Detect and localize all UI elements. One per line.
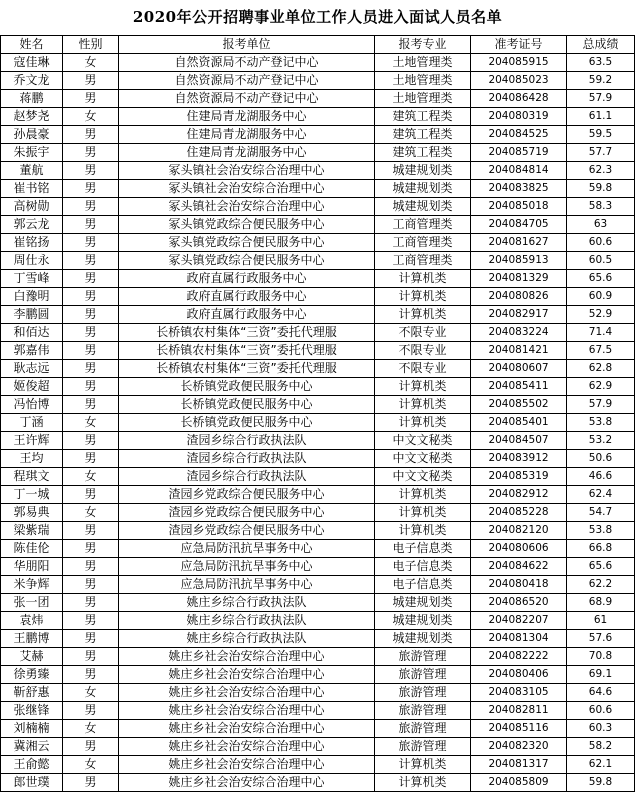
cell-name: 蒋鹏 <box>1 90 63 108</box>
cell-major: 中文文秘类 <box>375 468 471 486</box>
cell-exam-id: 204083912 <box>471 450 567 468</box>
cell-major: 计算机类 <box>375 306 471 324</box>
cell-major: 建筑工程类 <box>375 144 471 162</box>
cell-name: 崔书铭 <box>1 180 63 198</box>
cell-score: 53.8 <box>567 414 635 432</box>
cell-major: 计算机类 <box>375 774 471 792</box>
cell-unit: 自然资源局不动产登记中心 <box>119 72 375 90</box>
cell-gender: 男 <box>63 234 119 252</box>
cell-major: 工商管理类 <box>375 234 471 252</box>
cell-gender: 男 <box>63 324 119 342</box>
table-row <box>1 558 635 576</box>
cell-name: 和佰达 <box>1 324 63 342</box>
cell-major: 不限专业 <box>375 360 471 378</box>
cell-name: 张继锋 <box>1 702 63 720</box>
cell-major: 计算机类 <box>375 522 471 540</box>
cell-exam-id: 204085719 <box>471 144 567 162</box>
cell-score: 57.7 <box>567 144 635 162</box>
cell-exam-id: 204082320 <box>471 738 567 756</box>
cell-name: 郭易典 <box>1 504 63 522</box>
table-row <box>1 540 635 558</box>
cell-unit: 渣园乡综合行政执法队 <box>119 468 375 486</box>
cell-name: 郭嘉伟 <box>1 342 63 360</box>
cell-score: 60.5 <box>567 252 635 270</box>
cell-score: 62.9 <box>567 378 635 396</box>
cell-gender: 男 <box>63 144 119 162</box>
cell-name: 崔铭扬 <box>1 234 63 252</box>
cell-major: 旅游管理 <box>375 738 471 756</box>
cell-exam-id: 204080607 <box>471 360 567 378</box>
cell-score: 59.8 <box>567 774 635 792</box>
cell-unit: 姚庄乡社会治安综合治理中心 <box>119 720 375 738</box>
cell-exam-id: 204083105 <box>471 684 567 702</box>
cell-score: 60.3 <box>567 720 635 738</box>
cell-exam-id: 204085228 <box>471 504 567 522</box>
cell-score: 50.6 <box>567 450 635 468</box>
cell-score: 70.8 <box>567 648 635 666</box>
cell-name: 米争辉 <box>1 576 63 594</box>
table-row <box>1 180 635 198</box>
cell-gender: 男 <box>63 90 119 108</box>
cell-unit: 长桥镇党政便民服务中心 <box>119 414 375 432</box>
cell-score: 60.9 <box>567 288 635 306</box>
cell-major: 计算机类 <box>375 414 471 432</box>
cell-gender: 男 <box>63 522 119 540</box>
cell-score: 68.9 <box>567 594 635 612</box>
cell-exam-id: 204082207 <box>471 612 567 630</box>
header-gender: 性别 <box>63 36 119 54</box>
cell-major: 计算机类 <box>375 486 471 504</box>
cell-score: 54.7 <box>567 504 635 522</box>
cell-exam-id: 204082120 <box>471 522 567 540</box>
cell-score: 57.9 <box>567 90 635 108</box>
table-row <box>1 738 635 756</box>
table-row <box>1 486 635 504</box>
cell-gender: 男 <box>63 180 119 198</box>
cell-name: 王俞懿 <box>1 756 63 774</box>
cell-gender: 男 <box>63 252 119 270</box>
cell-gender: 男 <box>63 306 119 324</box>
cell-unit: 应急局防汛抗旱事务中心 <box>119 540 375 558</box>
cell-exam-id: 204080406 <box>471 666 567 684</box>
cell-score: 61 <box>567 612 635 630</box>
table-row <box>1 90 635 108</box>
cell-name: 王鹏博 <box>1 630 63 648</box>
cell-major: 旅游管理 <box>375 684 471 702</box>
cell-unit: 渣园乡综合行政执法队 <box>119 450 375 468</box>
cell-score: 58.3 <box>567 198 635 216</box>
cell-unit: 渣园乡综合行政执法队 <box>119 432 375 450</box>
header-name: 姓名 <box>1 36 63 54</box>
cell-name: 丁一城 <box>1 486 63 504</box>
table-row <box>1 612 635 630</box>
cell-gender: 男 <box>63 432 119 450</box>
cell-score: 59.2 <box>567 72 635 90</box>
cell-gender: 男 <box>63 342 119 360</box>
cell-name: 程琪文 <box>1 468 63 486</box>
cell-major: 计算机类 <box>375 756 471 774</box>
cell-name: 寇佳琳 <box>1 54 63 72</box>
cell-unit: 政府直属行政服务中心 <box>119 270 375 288</box>
table-body <box>1 54 635 792</box>
cell-unit: 姚庄乡社会治安综合治理中心 <box>119 702 375 720</box>
cell-unit: 渣园乡党政综合便民服务中心 <box>119 486 375 504</box>
cell-gender: 男 <box>63 270 119 288</box>
table-row <box>1 324 635 342</box>
cell-unit: 长桥镇党政便民服务中心 <box>119 396 375 414</box>
cell-score: 63 <box>567 216 635 234</box>
candidates-table <box>0 35 635 792</box>
cell-unit: 长桥镇农村集体“三资”委托代理服 <box>119 360 375 378</box>
cell-name: 耿志远 <box>1 360 63 378</box>
table-row <box>1 504 635 522</box>
cell-exam-id: 204085915 <box>471 54 567 72</box>
cell-unit: 住建局青龙湖服务中心 <box>119 108 375 126</box>
cell-name: 艾赫 <box>1 648 63 666</box>
cell-exam-id: 204080826 <box>471 288 567 306</box>
cell-exam-id: 204080606 <box>471 540 567 558</box>
table-row <box>1 774 635 792</box>
table-row <box>1 522 635 540</box>
cell-name: 郭云龙 <box>1 216 63 234</box>
cell-exam-id: 204082222 <box>471 648 567 666</box>
cell-score: 62.4 <box>567 486 635 504</box>
table-row <box>1 342 635 360</box>
cell-score: 62.3 <box>567 162 635 180</box>
cell-name: 袁炜 <box>1 612 63 630</box>
table-row <box>1 378 635 396</box>
cell-exam-id: 204086520 <box>471 594 567 612</box>
cell-gender: 男 <box>63 360 119 378</box>
cell-unit: 冢头镇社会治安综合治理中心 <box>119 162 375 180</box>
cell-exam-id: 204084525 <box>471 126 567 144</box>
cell-major: 旅游管理 <box>375 666 471 684</box>
cell-major: 旅游管理 <box>375 702 471 720</box>
table-row <box>1 468 635 486</box>
cell-name: 朱振宇 <box>1 144 63 162</box>
cell-major: 土地管理类 <box>375 54 471 72</box>
cell-major: 不限专业 <box>375 324 471 342</box>
cell-score: 66.8 <box>567 540 635 558</box>
cell-gender: 男 <box>63 126 119 144</box>
cell-name: 张一团 <box>1 594 63 612</box>
table-row <box>1 216 635 234</box>
cell-exam-id: 204084622 <box>471 558 567 576</box>
cell-major: 计算机类 <box>375 396 471 414</box>
table-row <box>1 252 635 270</box>
table-row <box>1 648 635 666</box>
cell-unit: 冢头镇党政综合便民服务中心 <box>119 216 375 234</box>
cell-gender: 女 <box>63 720 119 738</box>
cell-unit: 冢头镇社会治安综合治理中心 <box>119 198 375 216</box>
cell-gender: 男 <box>63 540 119 558</box>
cell-exam-id: 204080319 <box>471 108 567 126</box>
cell-unit: 住建局青龙湖服务中心 <box>119 144 375 162</box>
cell-gender: 女 <box>63 756 119 774</box>
header-unit: 报考单位 <box>119 36 375 54</box>
cell-gender: 女 <box>63 468 119 486</box>
table-row <box>1 720 635 738</box>
cell-major: 计算机类 <box>375 270 471 288</box>
cell-gender: 男 <box>63 396 119 414</box>
cell-score: 62.2 <box>567 576 635 594</box>
cell-gender: 男 <box>63 774 119 792</box>
cell-score: 62.1 <box>567 756 635 774</box>
cell-score: 53.2 <box>567 432 635 450</box>
table-row <box>1 126 635 144</box>
cell-exam-id: 204082917 <box>471 306 567 324</box>
cell-gender: 男 <box>63 576 119 594</box>
cell-exam-id: 204085502 <box>471 396 567 414</box>
cell-exam-id: 204081627 <box>471 234 567 252</box>
cell-unit: 长桥镇党政便民服务中心 <box>119 378 375 396</box>
cell-score: 64.6 <box>567 684 635 702</box>
cell-gender: 男 <box>63 738 119 756</box>
cell-score: 63.5 <box>567 54 635 72</box>
cell-gender: 男 <box>63 666 119 684</box>
cell-unit: 渣园乡党政综合便民服务中心 <box>119 522 375 540</box>
cell-exam-id: 204086428 <box>471 90 567 108</box>
cell-major: 旅游管理 <box>375 720 471 738</box>
cell-score: 60.6 <box>567 702 635 720</box>
cell-name: 冯怡博 <box>1 396 63 414</box>
cell-name: 靳舒惠 <box>1 684 63 702</box>
cell-unit: 应急局防汛抗旱事务中心 <box>119 558 375 576</box>
table-row <box>1 288 635 306</box>
cell-major: 电子信息类 <box>375 540 471 558</box>
table-row <box>1 396 635 414</box>
cell-name: 丁涵 <box>1 414 63 432</box>
cell-unit: 冢头镇党政综合便民服务中心 <box>119 252 375 270</box>
cell-unit: 自然资源局不动产登记中心 <box>119 90 375 108</box>
cell-score: 59.5 <box>567 126 635 144</box>
cell-major: 城建规划类 <box>375 630 471 648</box>
table-row <box>1 198 635 216</box>
cell-gender: 男 <box>63 612 119 630</box>
cell-major: 城建规划类 <box>375 180 471 198</box>
cell-major: 城建规划类 <box>375 162 471 180</box>
cell-unit: 姚庄乡综合行政执法队 <box>119 630 375 648</box>
cell-unit: 姚庄乡综合行政执法队 <box>119 594 375 612</box>
cell-gender: 男 <box>63 378 119 396</box>
cell-exam-id: 204083825 <box>471 180 567 198</box>
cell-score: 58.2 <box>567 738 635 756</box>
cell-exam-id: 204085411 <box>471 378 567 396</box>
table-row <box>1 108 635 126</box>
table-row <box>1 756 635 774</box>
cell-name: 徐勇臻 <box>1 666 63 684</box>
cell-major: 中文文秘类 <box>375 450 471 468</box>
cell-score: 59.8 <box>567 180 635 198</box>
cell-score: 62.8 <box>567 360 635 378</box>
table-row <box>1 702 635 720</box>
cell-gender: 男 <box>63 162 119 180</box>
cell-exam-id: 204081329 <box>471 270 567 288</box>
cell-gender: 男 <box>63 450 119 468</box>
cell-exam-id: 204082811 <box>471 702 567 720</box>
cell-major: 土地管理类 <box>375 90 471 108</box>
cell-major: 旅游管理 <box>375 648 471 666</box>
cell-name: 丁雪峰 <box>1 270 63 288</box>
cell-name: 冀湘云 <box>1 738 63 756</box>
header-exam-id: 准考证号 <box>471 36 567 54</box>
cell-major: 土地管理类 <box>375 72 471 90</box>
cell-name: 郎世璞 <box>1 774 63 792</box>
cell-gender: 女 <box>63 684 119 702</box>
cell-gender: 女 <box>63 414 119 432</box>
cell-exam-id: 204084507 <box>471 432 567 450</box>
cell-major: 电子信息类 <box>375 576 471 594</box>
table-row <box>1 630 635 648</box>
table-row <box>1 414 635 432</box>
cell-name: 李鹏圆 <box>1 306 63 324</box>
cell-major: 建筑工程类 <box>375 108 471 126</box>
cell-name: 孙晨豪 <box>1 126 63 144</box>
cell-unit: 姚庄乡社会治安综合治理中心 <box>119 738 375 756</box>
cell-exam-id: 204084705 <box>471 216 567 234</box>
cell-unit: 政府直属行政服务中心 <box>119 288 375 306</box>
cell-gender: 女 <box>63 108 119 126</box>
cell-name: 白豫明 <box>1 288 63 306</box>
cell-major: 工商管理类 <box>375 216 471 234</box>
cell-major: 不限专业 <box>375 342 471 360</box>
cell-gender: 男 <box>63 558 119 576</box>
cell-unit: 姚庄乡社会治安综合治理中心 <box>119 666 375 684</box>
header-major: 报考专业 <box>375 36 471 54</box>
cell-score: 60.6 <box>567 234 635 252</box>
cell-unit: 姚庄乡社会治安综合治理中心 <box>119 756 375 774</box>
cell-major: 计算机类 <box>375 504 471 522</box>
cell-score: 57.9 <box>567 396 635 414</box>
table-row <box>1 684 635 702</box>
header-score: 总成绩 <box>567 36 635 54</box>
cell-major: 电子信息类 <box>375 558 471 576</box>
table-header-row <box>1 36 635 54</box>
cell-major: 计算机类 <box>375 288 471 306</box>
cell-gender: 男 <box>63 594 119 612</box>
table-row <box>1 594 635 612</box>
cell-exam-id: 204085023 <box>471 72 567 90</box>
cell-exam-id: 204084814 <box>471 162 567 180</box>
cell-major: 城建规划类 <box>375 594 471 612</box>
cell-name: 陈佳伦 <box>1 540 63 558</box>
cell-exam-id: 204085401 <box>471 414 567 432</box>
cell-exam-id: 204082912 <box>471 486 567 504</box>
cell-unit: 姚庄乡综合行政执法队 <box>119 612 375 630</box>
cell-score: 52.9 <box>567 306 635 324</box>
cell-name: 王均 <box>1 450 63 468</box>
cell-name: 梁紫瑞 <box>1 522 63 540</box>
cell-unit: 住建局青龙湖服务中心 <box>119 126 375 144</box>
table-row <box>1 144 635 162</box>
document-title: 2020年公开招聘事业单位工作人员进入面试人员名单 <box>132 8 503 26</box>
cell-major: 计算机类 <box>375 378 471 396</box>
cell-name: 华朋阳 <box>1 558 63 576</box>
cell-score: 65.6 <box>567 558 635 576</box>
cell-score: 57.6 <box>567 630 635 648</box>
cell-unit: 长桥镇农村集体“三资”委托代理服 <box>119 342 375 360</box>
table-row <box>1 270 635 288</box>
cell-name: 董航 <box>1 162 63 180</box>
cell-name: 王许辉 <box>1 432 63 450</box>
cell-score: 69.1 <box>567 666 635 684</box>
table-row <box>1 306 635 324</box>
cell-major: 中文文秘类 <box>375 432 471 450</box>
cell-gender: 女 <box>63 504 119 522</box>
cell-exam-id: 204080418 <box>471 576 567 594</box>
table-row <box>1 54 635 72</box>
cell-major: 城建规划类 <box>375 612 471 630</box>
table-row <box>1 72 635 90</box>
cell-exam-id: 204081421 <box>471 342 567 360</box>
cell-unit: 冢头镇社会治安综合治理中心 <box>119 180 375 198</box>
cell-score: 61.1 <box>567 108 635 126</box>
cell-score: 71.4 <box>567 324 635 342</box>
cell-unit: 政府直属行政服务中心 <box>119 306 375 324</box>
cell-score: 67.5 <box>567 342 635 360</box>
cell-name: 乔文龙 <box>1 72 63 90</box>
cell-name: 刘楠楠 <box>1 720 63 738</box>
table-row <box>1 666 635 684</box>
table-row <box>1 360 635 378</box>
cell-name: 高树勋 <box>1 198 63 216</box>
cell-name: 周仕永 <box>1 252 63 270</box>
table-row <box>1 432 635 450</box>
cell-exam-id: 204081304 <box>471 630 567 648</box>
cell-gender: 男 <box>63 216 119 234</box>
cell-gender: 男 <box>63 72 119 90</box>
cell-score: 46.6 <box>567 468 635 486</box>
cell-major: 建筑工程类 <box>375 126 471 144</box>
cell-exam-id: 204083224 <box>471 324 567 342</box>
cell-major: 城建规划类 <box>375 198 471 216</box>
cell-gender: 男 <box>63 198 119 216</box>
cell-name: 姬俊超 <box>1 378 63 396</box>
cell-exam-id: 204085116 <box>471 720 567 738</box>
cell-unit: 冢头镇党政综合便民服务中心 <box>119 234 375 252</box>
cell-unit: 应急局防汛抗旱事务中心 <box>119 576 375 594</box>
cell-unit: 姚庄乡社会治安综合治理中心 <box>119 774 375 792</box>
table-row <box>1 234 635 252</box>
table-row <box>1 162 635 180</box>
cell-name: 赵梦尧 <box>1 108 63 126</box>
cell-gender: 男 <box>63 648 119 666</box>
cell-exam-id: 204085319 <box>471 468 567 486</box>
cell-unit: 姚庄乡社会治安综合治理中心 <box>119 684 375 702</box>
cell-gender: 男 <box>63 288 119 306</box>
table-row <box>1 576 635 594</box>
cell-exam-id: 204081317 <box>471 756 567 774</box>
cell-unit: 自然资源局不动产登记中心 <box>119 54 375 72</box>
cell-exam-id: 204085913 <box>471 252 567 270</box>
cell-major: 工商管理类 <box>375 252 471 270</box>
cell-gender: 男 <box>63 486 119 504</box>
cell-gender: 女 <box>63 54 119 72</box>
cell-gender: 男 <box>63 702 119 720</box>
cell-unit: 长桥镇农村集体“三资”委托代理服 <box>119 324 375 342</box>
cell-unit: 姚庄乡社会治安综合治理中心 <box>119 648 375 666</box>
cell-score: 53.8 <box>567 522 635 540</box>
cell-exam-id: 204085018 <box>471 198 567 216</box>
cell-score: 65.6 <box>567 270 635 288</box>
table-row <box>1 450 635 468</box>
cell-exam-id: 204085809 <box>471 774 567 792</box>
cell-gender: 男 <box>63 630 119 648</box>
cell-unit: 渣园乡党政综合便民服务中心 <box>119 504 375 522</box>
